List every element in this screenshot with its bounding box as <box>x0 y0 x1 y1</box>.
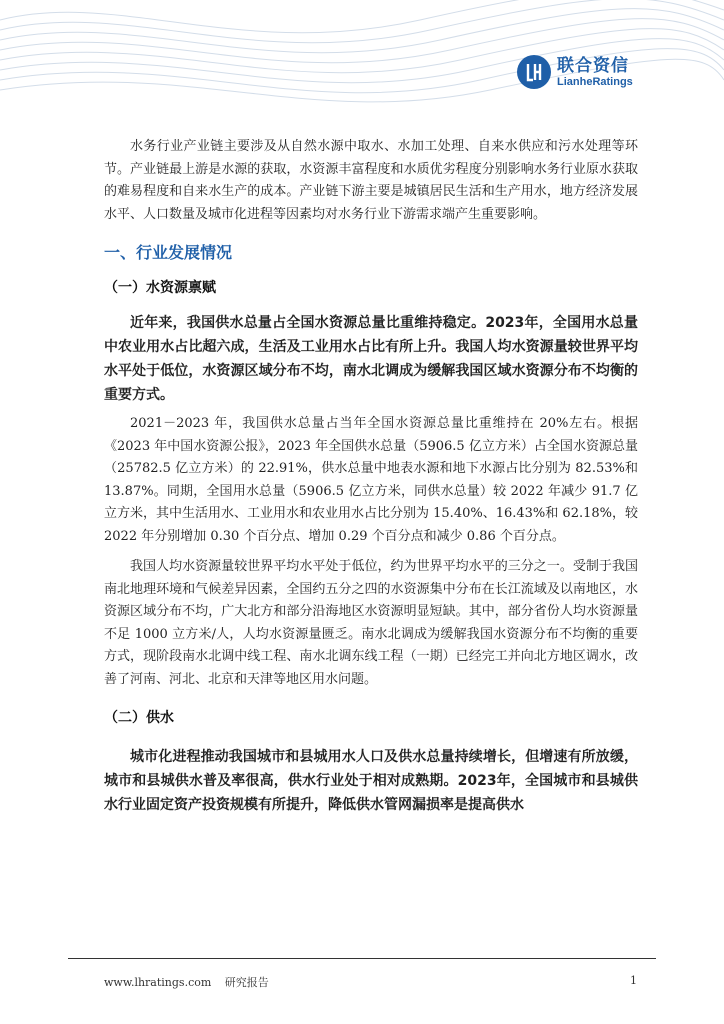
company-logo <box>517 55 633 89</box>
per-capita-water-paragraph: 我国人均水资源量较世界平均水平处于低位，约为世界平均水平的三分之一。受制于我国南北地理环境和气候差异因素，全国约五分之四的水资源集中分布在长江流域及以南地区，水资源区域分布不均，广大北方和部分沿海地区水资源明显短缺。其中，部分省份人均水资源量不足 1000 立方米/人，人均水资源量匮乏。南水北调成为缓解我国水资源分布不均衡的重要方式，现阶段南水北调中线工程、南水北调东线工程（一期）已经完工并向北方地区调水，改善了河南、河北、北京和天津等地区用水问题。 <box>104 559 638 687</box>
logo-english-name: LianheRatings <box>557 75 633 88</box>
page-number: 1 <box>630 974 637 987</box>
intro-paragraph: 水务行业产业链主要涉及从自然水源中取水、水加工处理、自来水供应和污水处理等环节。产业链最上游是水源的获取，水资源丰富程度和水质优劣程度分别影响水务行业原水获取的难易程度和自来水生产的成本。产业链下游主要是城镇居民生活和生产用水，地方经济发展水平、人口数量及城市化进程等因素均对水务行业下游需求端产生重要影响。 <box>104 139 638 222</box>
logo-chinese-name: 联合资信 <box>557 55 629 76</box>
footer-divider <box>68 958 656 959</box>
water-supply-statistics-paragraph: 2021－2023 年，我国供水总量占当年全国水资源总量比重维持在 20%左右。根据《2023 年中国水资源公报》，2023 年全国供水总量（5906.5 亿立方米）占全国水资源总量（25782.5 亿立方米）的 22.91%，供水总量中地表水源和地下水源占比分别为 82.53%和 13.87%。同期，全国用水总量（5906.5 亿立方米，同供水总量）较 2022 年减少 91.7 亿立方米，其中生活用水、工业用水和农业用水占比分别为 15.40%、16.43%和 62.18%，较 2022 年分别增加 0.30 个百分点、增加 0.29 个百分点和减少 0.86 个百分点。 <box>104 416 638 544</box>
footer-report-type: 研究报告 <box>224 976 269 989</box>
section-title-industry-development: 一、行业发展情况 <box>104 243 233 262</box>
subsection-title-water-supply: （二）供水 <box>104 710 174 726</box>
logo-mark-icon <box>517 55 551 89</box>
footer-info <box>104 974 269 990</box>
footer-website-link[interactable]: www.lhratings.com <box>104 976 212 989</box>
lh-monogram-icon <box>522 60 546 84</box>
water-resources-summary: 近年来，我国供水总量占全国水资源总量比重维持稳定。2023年，全国用水总量中农业用水占比超六成，生活及工业用水占比有所上升。我国人均水资源量较世界平均水平处于低位，水资源区域分布不均，南水北调成为缓解我国区域水资源分布不均衡的重要方式。 <box>104 315 638 403</box>
document-body <box>104 136 638 817</box>
subsection-title-water-resources: （一）水资源禀赋 <box>104 280 216 296</box>
water-supply-summary: 城市化进程推动我国城市和县城用水人口及供水总量持续增长，但增速有所放缓，城市和县城供水普及率很高，供水行业处于相对成熟期。2023年，全国城市和县城供水行业固定资产投资规模有所提升，降低供水管网漏损率是提高供水 <box>104 749 638 813</box>
